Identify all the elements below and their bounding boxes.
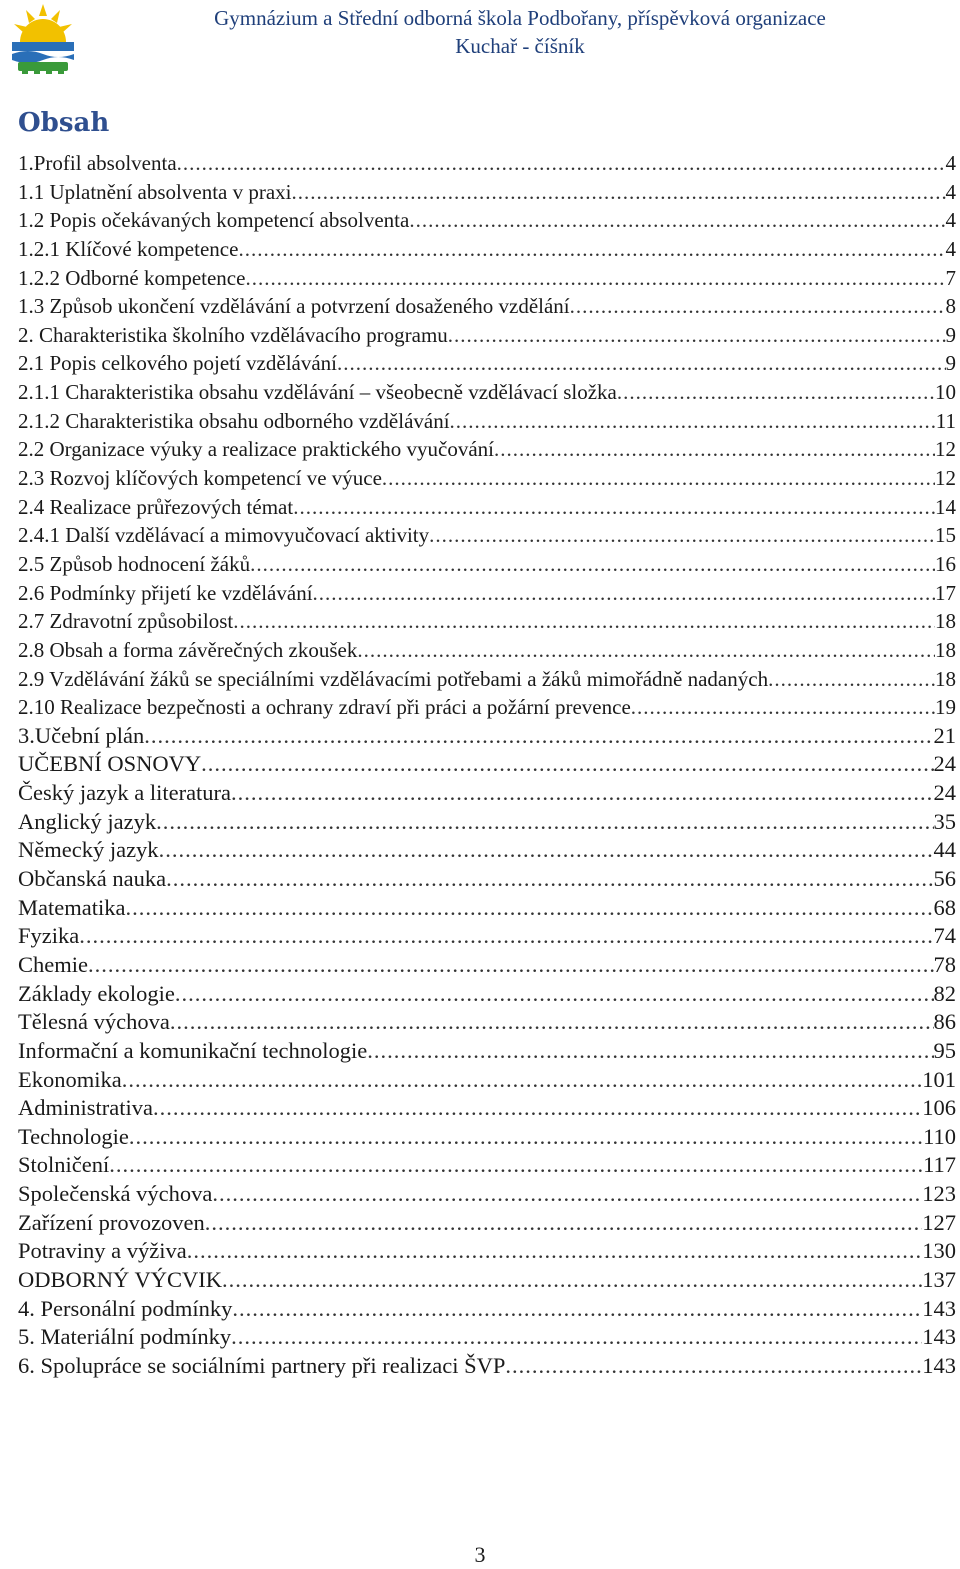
- toc-entry-page: 78: [933, 951, 956, 977]
- toc-entry-label: 1.3 Způsob ukončení vzdělávání a potvrzení dosaženého vzdělání: [18, 294, 570, 319]
- toc-entry-label: 4. Personální podmínky: [18, 1295, 233, 1321]
- toc-dot-leader: [125, 894, 933, 923]
- toc-dot-leader: [170, 1008, 934, 1037]
- toc-entry-label: Ekonomika: [18, 1066, 122, 1092]
- toc-entry-label: 2.5 Způsob hodnocení žáků: [18, 551, 251, 576]
- toc-entry-label: Občanská nauka: [18, 866, 167, 892]
- toc-dot-leader: [570, 292, 946, 321]
- toc-entry-page: 68: [933, 894, 956, 920]
- toc-entry-page: 7: [945, 265, 956, 290]
- toc-dot-leader: [122, 1066, 923, 1095]
- toc-dot-leader: [238, 235, 945, 264]
- toc-entry-page: 14: [935, 494, 956, 519]
- toc-dot-leader: [250, 550, 935, 579]
- toc-entry-label: 2.7 Zdravotní způsobilost: [18, 609, 234, 634]
- toc-entry-label: Anglický jazyk: [18, 808, 157, 834]
- toc-entry-page: 143: [922, 1324, 956, 1350]
- toc-entry[interactable]: [18, 206, 956, 235]
- toc-entry[interactable]: [18, 665, 956, 694]
- toc-entry-label: Zařízení provozoven: [18, 1209, 205, 1235]
- toc-entry[interactable]: [18, 321, 956, 350]
- toc-entry[interactable]: [18, 1066, 956, 1095]
- toc-entry-label: 1.2.2 Odborné kompetence: [18, 265, 246, 290]
- toc-entry-page: 4: [945, 179, 956, 204]
- toc-dot-leader: [212, 1180, 922, 1209]
- toc-entry-page: 44: [933, 837, 956, 863]
- toc-dot-leader: [205, 1209, 922, 1238]
- toc-dot-leader: [382, 464, 935, 493]
- toc-entry-label: 2.4.1 Další vzdělávací a mimovyučovací aktivity: [18, 523, 430, 548]
- toc-dot-leader: [156, 808, 933, 837]
- toc-entry[interactable]: [18, 550, 956, 579]
- toc-entry-label: Potraviny a výživa: [18, 1238, 187, 1264]
- toc-dot-leader: [232, 1295, 922, 1324]
- toc-dot-leader: [448, 321, 946, 350]
- toc-dot-leader: [231, 1323, 922, 1352]
- toc-entry-page: 123: [922, 1181, 956, 1207]
- toc-dot-leader: [129, 1123, 923, 1152]
- toc-entry[interactable]: [18, 1123, 956, 1152]
- toc-entry-label: Chemie: [18, 951, 88, 977]
- toc-entry-label: 1.1 Uplatnění absolventa v praxi: [18, 179, 292, 204]
- toc-dot-leader: [153, 1094, 922, 1123]
- toc-entry-page: 74: [933, 923, 956, 949]
- toc-entry[interactable]: [18, 349, 956, 378]
- toc-entry[interactable]: [18, 435, 956, 464]
- toc-entry[interactable]: [18, 521, 956, 550]
- school-name: Gymnázium a Střední odborná škola Podbořany, příspěvková organizace: [214, 6, 826, 30]
- toc-entry-page: 18: [935, 637, 956, 662]
- toc-entry[interactable]: [18, 407, 956, 436]
- toc-dot-leader: [367, 1037, 933, 1066]
- toc-entry[interactable]: [18, 636, 956, 665]
- toc-entry-page: 4: [945, 208, 956, 233]
- toc-entry-label: Matematika: [18, 894, 126, 920]
- toc-title: Obsah: [18, 108, 110, 138]
- toc-dot-leader: [409, 206, 945, 235]
- toc-entry-page: 15: [935, 523, 956, 548]
- page-number: 3: [474, 1542, 486, 1567]
- toc-entry-page: 24: [933, 751, 956, 777]
- toc-dot-leader: [631, 693, 935, 722]
- toc-entry[interactable]: [18, 579, 956, 608]
- toc-entry-label: 1.2 Popis očekávaných kompetencí absolventa: [18, 208, 410, 233]
- toc-entry-label: 2.1.1 Charakteristika obsahu vzdělávání – všeobecně vzdělávací složka: [18, 380, 617, 405]
- toc-dot-leader: [313, 579, 935, 608]
- toc-entry-page: 101: [922, 1066, 956, 1092]
- toc-entry[interactable]: [18, 865, 956, 894]
- toc-entry-page: 86: [933, 1009, 956, 1035]
- toc-dot-leader: [79, 922, 933, 951]
- toc-entry-page: 137: [922, 1266, 956, 1292]
- toc-entry-label: 2.6 Podmínky přijetí ke vzdělávání: [18, 580, 313, 605]
- toc-entry-label: 2.1.2 Charakteristika obsahu odborného vzdělávání: [18, 408, 450, 433]
- toc-entry-page: 9: [945, 351, 956, 376]
- toc-entry-label: 1.Profil absolventa: [18, 151, 177, 175]
- toc-dot-leader: [617, 378, 935, 407]
- toc-entry-label: Stolničení: [18, 1152, 110, 1178]
- toc-entry[interactable]: [18, 722, 956, 751]
- toc-dot-leader: [144, 722, 933, 751]
- toc-entry[interactable]: [18, 836, 956, 865]
- toc-dot-leader: [175, 980, 934, 1009]
- toc-entry[interactable]: [18, 894, 956, 923]
- toc-entry-label: Technologie: [18, 1123, 129, 1149]
- toc-entry[interactable]: [18, 951, 956, 980]
- toc-entry[interactable]: [18, 607, 956, 636]
- table-of-contents: [18, 149, 956, 1381]
- toc-entry[interactable]: [18, 808, 956, 837]
- toc-entry[interactable]: [18, 750, 956, 779]
- school-logo-icon: [6, 2, 80, 74]
- toc-entry[interactable]: [18, 235, 956, 264]
- toc-dot-leader: [201, 750, 933, 779]
- toc-entry-page: 127: [922, 1209, 956, 1235]
- toc-dot-leader: [494, 435, 935, 464]
- toc-entry-label: Základy ekologie: [18, 980, 175, 1006]
- toc-dot-leader: [768, 665, 935, 694]
- toc-dot-leader: [231, 779, 933, 808]
- toc-entry[interactable]: [18, 1094, 956, 1123]
- toc-entry[interactable]: [18, 149, 956, 178]
- toc-entry[interactable]: [18, 378, 956, 407]
- toc-entry-label: 2.10 Realizace bezpečnosti a ochrany zdraví při práci a požární prevence: [18, 695, 631, 720]
- toc-entry-label: Administrativa: [18, 1095, 153, 1121]
- toc-entry-page: 21: [933, 722, 956, 748]
- toc-entry-page: 110: [923, 1123, 956, 1149]
- toc-dot-leader: [505, 1352, 922, 1381]
- toc-entry-page: 130: [922, 1238, 956, 1264]
- toc-entry-label: Tělesná výchova: [18, 1009, 170, 1035]
- toc-entry-label: Český jazyk a literatura: [18, 780, 232, 806]
- toc-entry[interactable]: [18, 1180, 956, 1209]
- program-name: Kuchař - číšník: [455, 34, 585, 58]
- toc-entry-label: 2.1 Popis celkového pojetí vzdělávání: [18, 351, 338, 376]
- toc-entry-page: 4: [945, 151, 956, 175]
- toc-entry-page: 95: [933, 1037, 956, 1063]
- toc-dot-leader: [292, 178, 946, 207]
- toc-dot-leader: [109, 1151, 923, 1180]
- toc-entry[interactable]: [18, 1352, 956, 1381]
- toc-dot-leader: [450, 407, 936, 436]
- toc-entry-label: 2.8 Obsah a forma závěrečných zkoušek: [18, 637, 358, 662]
- toc-entry-label: Informační a komunikační technologie: [18, 1037, 368, 1063]
- toc-entry-page: 4: [945, 236, 956, 261]
- toc-dot-leader: [166, 865, 933, 894]
- toc-entry-label: Společenská výchova: [18, 1181, 213, 1207]
- toc-entry[interactable]: [18, 264, 956, 293]
- toc-entry[interactable]: [18, 1008, 956, 1037]
- toc-entry[interactable]: [18, 1037, 956, 1066]
- toc-entry[interactable]: [18, 1266, 956, 1295]
- toc-entry-label: 1.2.1 Klíčové kompetence: [18, 236, 239, 261]
- toc-entry-page: 16: [935, 551, 956, 576]
- toc-entry[interactable]: [18, 292, 956, 321]
- toc-entry-label: Německý jazyk: [18, 837, 159, 863]
- toc-entry-page: 18: [935, 609, 956, 634]
- toc-dot-leader: [159, 836, 934, 865]
- toc-entry[interactable]: [18, 980, 956, 1009]
- toc-entry-label: 6. Spolupráce se sociálními partnery při realizaci ŠVP: [18, 1352, 506, 1378]
- toc-entry-label: ODBORNÝ VÝCVIK: [18, 1266, 222, 1292]
- toc-entry[interactable]: [18, 922, 956, 951]
- toc-entry-page: 143: [922, 1295, 956, 1321]
- toc-entry-page: 10: [935, 380, 956, 405]
- toc-entry[interactable]: [18, 464, 956, 493]
- toc-entry-label: 2.2 Organizace výuky a realizace praktického vyučování: [18, 437, 494, 462]
- toc-entry-page: 9: [945, 322, 956, 347]
- toc-dot-leader: [245, 264, 945, 293]
- toc-entry-page: 17: [935, 580, 956, 605]
- toc-entry-page: 18: [935, 666, 956, 691]
- toc-dot-leader: [429, 521, 935, 550]
- toc-entry-label: Fyzika: [18, 923, 80, 949]
- toc-entry-label: 3.Učební plán: [18, 722, 145, 748]
- toc-entry-page: 56: [933, 866, 956, 892]
- toc-entry[interactable]: [18, 1295, 956, 1324]
- toc-entry-page: 19: [935, 695, 956, 720]
- toc-dot-leader: [293, 493, 935, 522]
- toc-dot-leader: [187, 1237, 923, 1266]
- toc-entry[interactable]: [18, 779, 956, 808]
- toc-entry-page: 117: [923, 1152, 956, 1178]
- toc-entry-page: 35: [933, 808, 956, 834]
- toc-entry-label: 2.3 Rozvoj klíčových kompetencí ve výuce: [18, 466, 382, 491]
- toc-entry-page: 82: [933, 980, 956, 1006]
- toc-entry-label: UČEBNÍ OSNOVY: [18, 751, 202, 777]
- toc-entry[interactable]: [18, 1237, 956, 1266]
- toc-dot-leader: [357, 636, 935, 665]
- toc-dot-leader: [88, 951, 934, 980]
- toc-entry[interactable]: [18, 178, 956, 207]
- toc-entry-page: 106: [922, 1095, 956, 1121]
- toc-entry[interactable]: [18, 1323, 956, 1352]
- toc-entry-label: 2. Charakteristika školního vzdělávacího programu: [18, 322, 448, 347]
- toc-entry-page: 11: [935, 408, 956, 433]
- toc-entry[interactable]: [18, 1209, 956, 1238]
- toc-entry-page: 12: [935, 437, 956, 462]
- toc-entry[interactable]: [18, 493, 956, 522]
- toc-entry-page: 24: [933, 780, 956, 806]
- toc-dot-leader: [177, 149, 946, 178]
- toc-entry-label: 2.4 Realizace průřezových témat: [18, 494, 294, 519]
- toc-entry-page: 143: [922, 1352, 956, 1378]
- toc-entry-label: 2.9 Vzdělávání žáků se speciálními vzdělávacími potřebami a žáků mimořádně nadaných: [18, 666, 769, 691]
- toc-dot-leader: [337, 349, 945, 378]
- toc-dot-leader: [233, 607, 935, 636]
- toc-entry-page: 8: [945, 294, 956, 319]
- toc-dot-leader: [222, 1266, 922, 1295]
- toc-entry[interactable]: [18, 693, 956, 722]
- page-header: [0, 0, 960, 80]
- toc-entry-label: 5. Materiální podmínky: [18, 1324, 232, 1350]
- toc-entry[interactable]: [18, 1151, 956, 1180]
- toc-entry-page: 12: [935, 466, 956, 491]
